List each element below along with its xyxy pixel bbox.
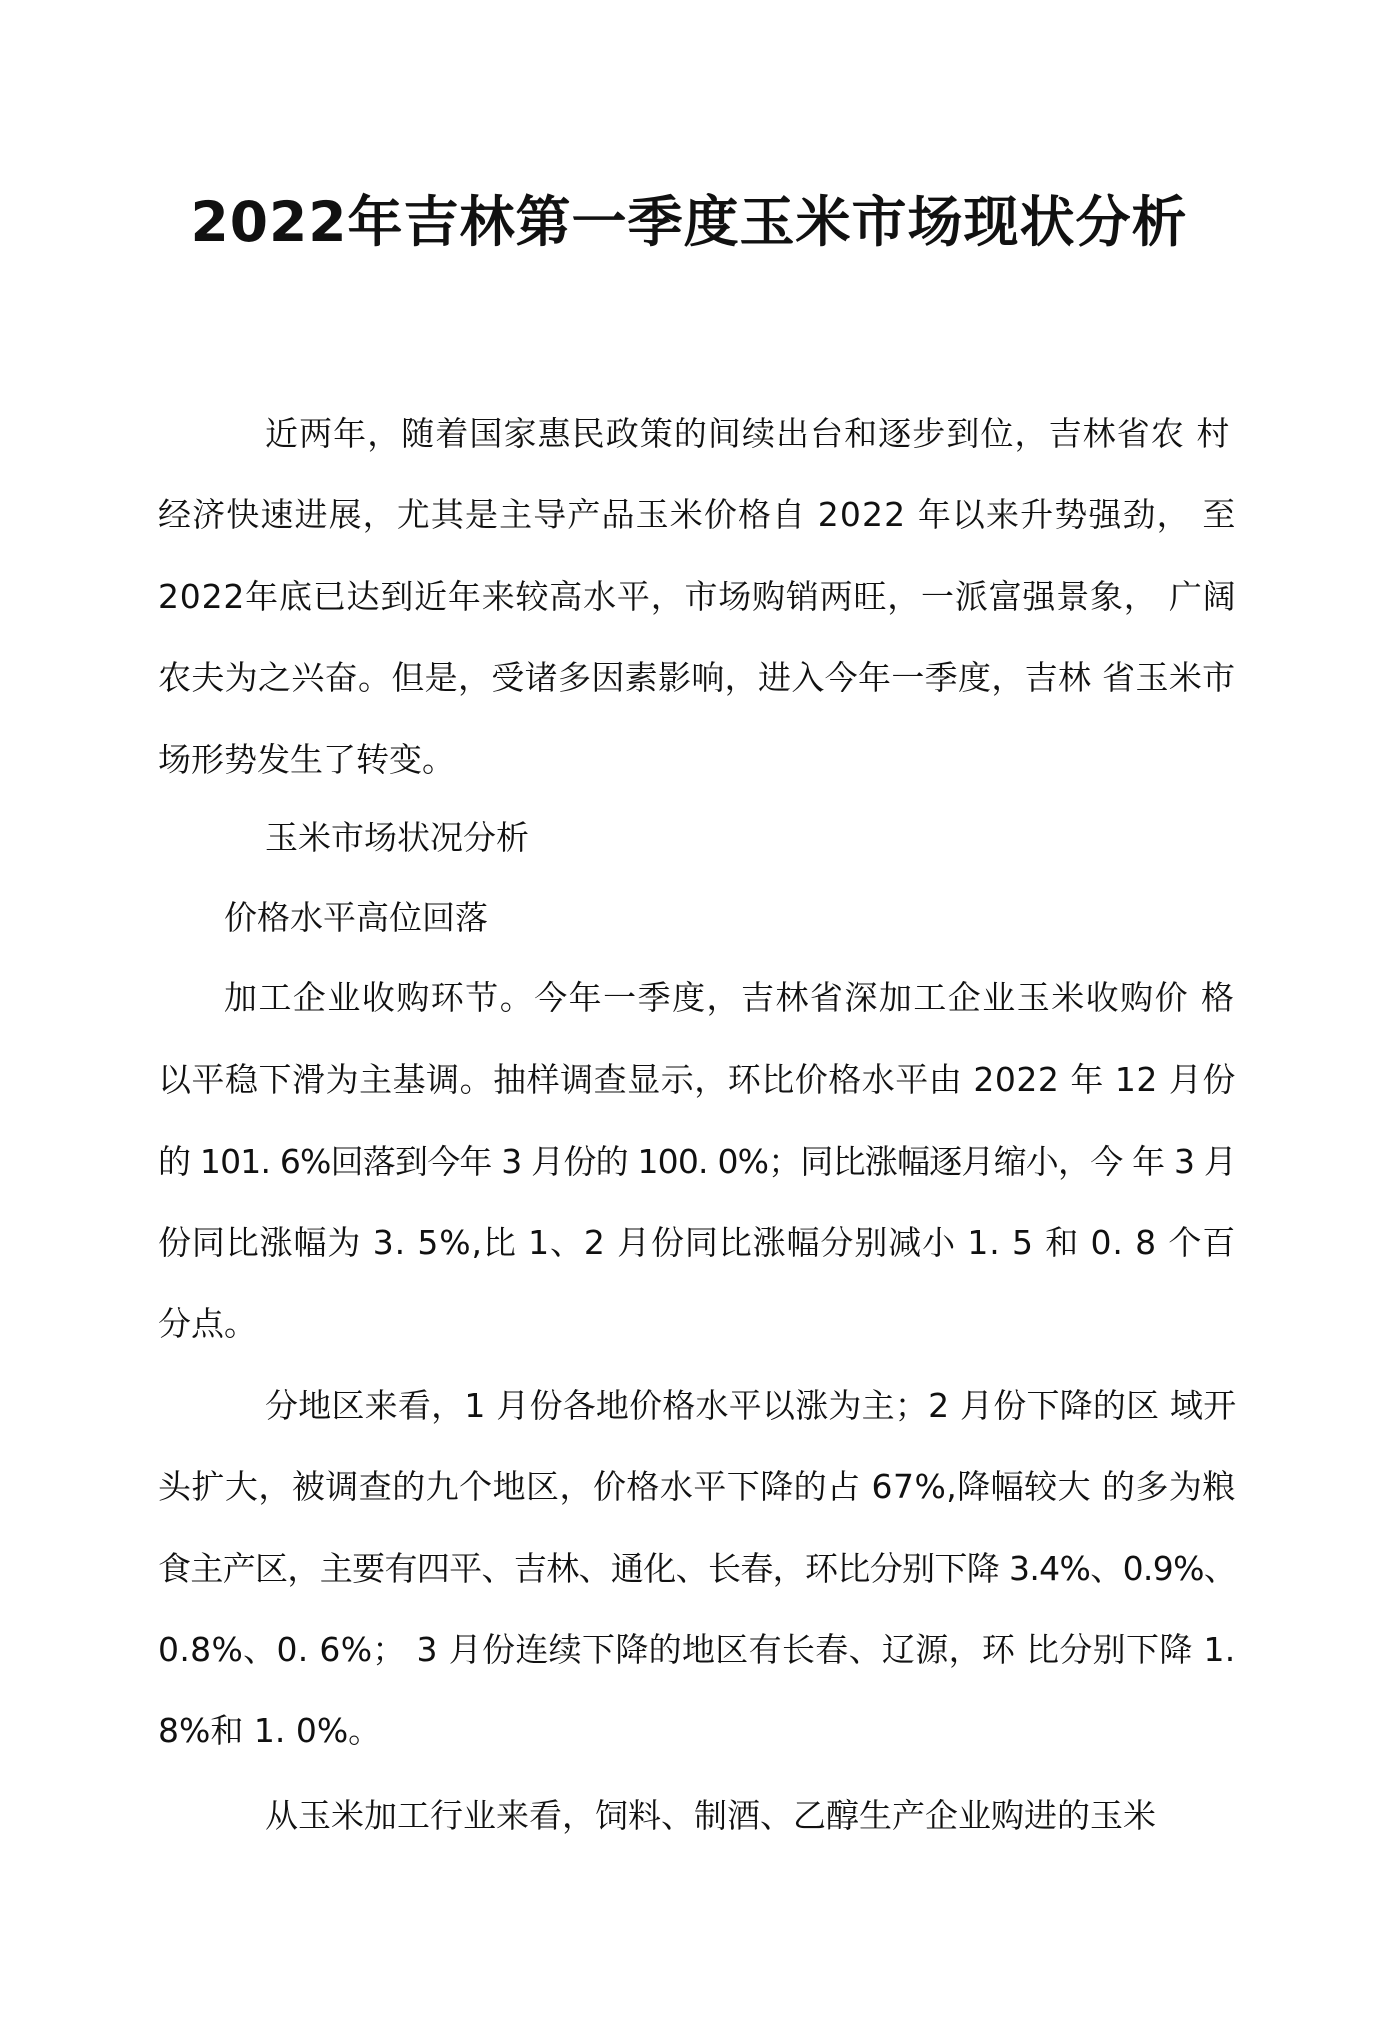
paragraph-3-line-3: 食主产区，主要有四平、吉林、通化、长春，环比分别下降 3.4%、0.9%、 [158, 1549, 1236, 1588]
paragraph-3-line-1: 分地区来看，1 月份各地价格水平以涨为主；2 月份下降的区 域开 [265, 1386, 1236, 1425]
paragraph-4-line-1: 从玉米加工行业来看，饲料、制酒、乙醇生产企业购进的玉米 [265, 1796, 1156, 1835]
paragraph-2-line-1: 加工企业收购环节。今年一季度，吉林省深加工企业玉米收购价 格 [224, 978, 1236, 1017]
subsection-heading: 价格水平高位回落 [224, 898, 488, 937]
paragraph-2-line-2: 以平稳下滑为主基调。抽样调查显示，环比价格水平由 2022 年 12 月份 [158, 1060, 1236, 1099]
paragraph-3-line-4: 0.8%、0. 6%； 3 月份连续下降的地区有长春、辽源，环 比分别下降 1. [158, 1630, 1236, 1669]
paragraph-1-line-3: 2022年底已达到近年来较高水平，市场购销两旺，一派富强景象， 广阔 [158, 577, 1236, 616]
paragraph-3-line-5: 8%和 1. 0%。 [158, 1711, 382, 1750]
section-heading: 玉米市场状况分析 [265, 818, 529, 857]
paragraph-2-line-3: 的 101. 6%回落到今年 3 月份的 100. 0%；同比涨幅逐月缩小，今 年 3 月 [158, 1142, 1236, 1181]
paragraph-2-line-5: 分点。 [158, 1304, 257, 1343]
paragraph-1-line-4: 农夫为之兴奋。但是，受诸多因素影响，进入今年一季度，吉林 省玉米市 [158, 658, 1236, 697]
paragraph-1-line-5: 场形势发生了转变。 [158, 740, 455, 779]
paragraph-3-line-2: 头扩大，被调查的九个地区，价格水平下降的占 67%,降幅较大 的多为粮 [158, 1467, 1236, 1506]
paragraph-1-line-2: 经济快速进展，尤其是主导产品玉米价格自 2022 年以来升势强劲， 至 [158, 495, 1236, 534]
document-title: 2022年吉林第一季度玉米市场现状分析 [190, 190, 1188, 254]
paragraph-1-line-1: 近两年，随着国家惠民政策的间续出台和逐步到位，吉林省农 村 [265, 414, 1231, 453]
paragraph-2-line-4: 份同比涨幅为 3. 5%,比 1、2 月份同比涨幅分别减小 1. 5 和 0. 8 个百 [158, 1223, 1236, 1262]
